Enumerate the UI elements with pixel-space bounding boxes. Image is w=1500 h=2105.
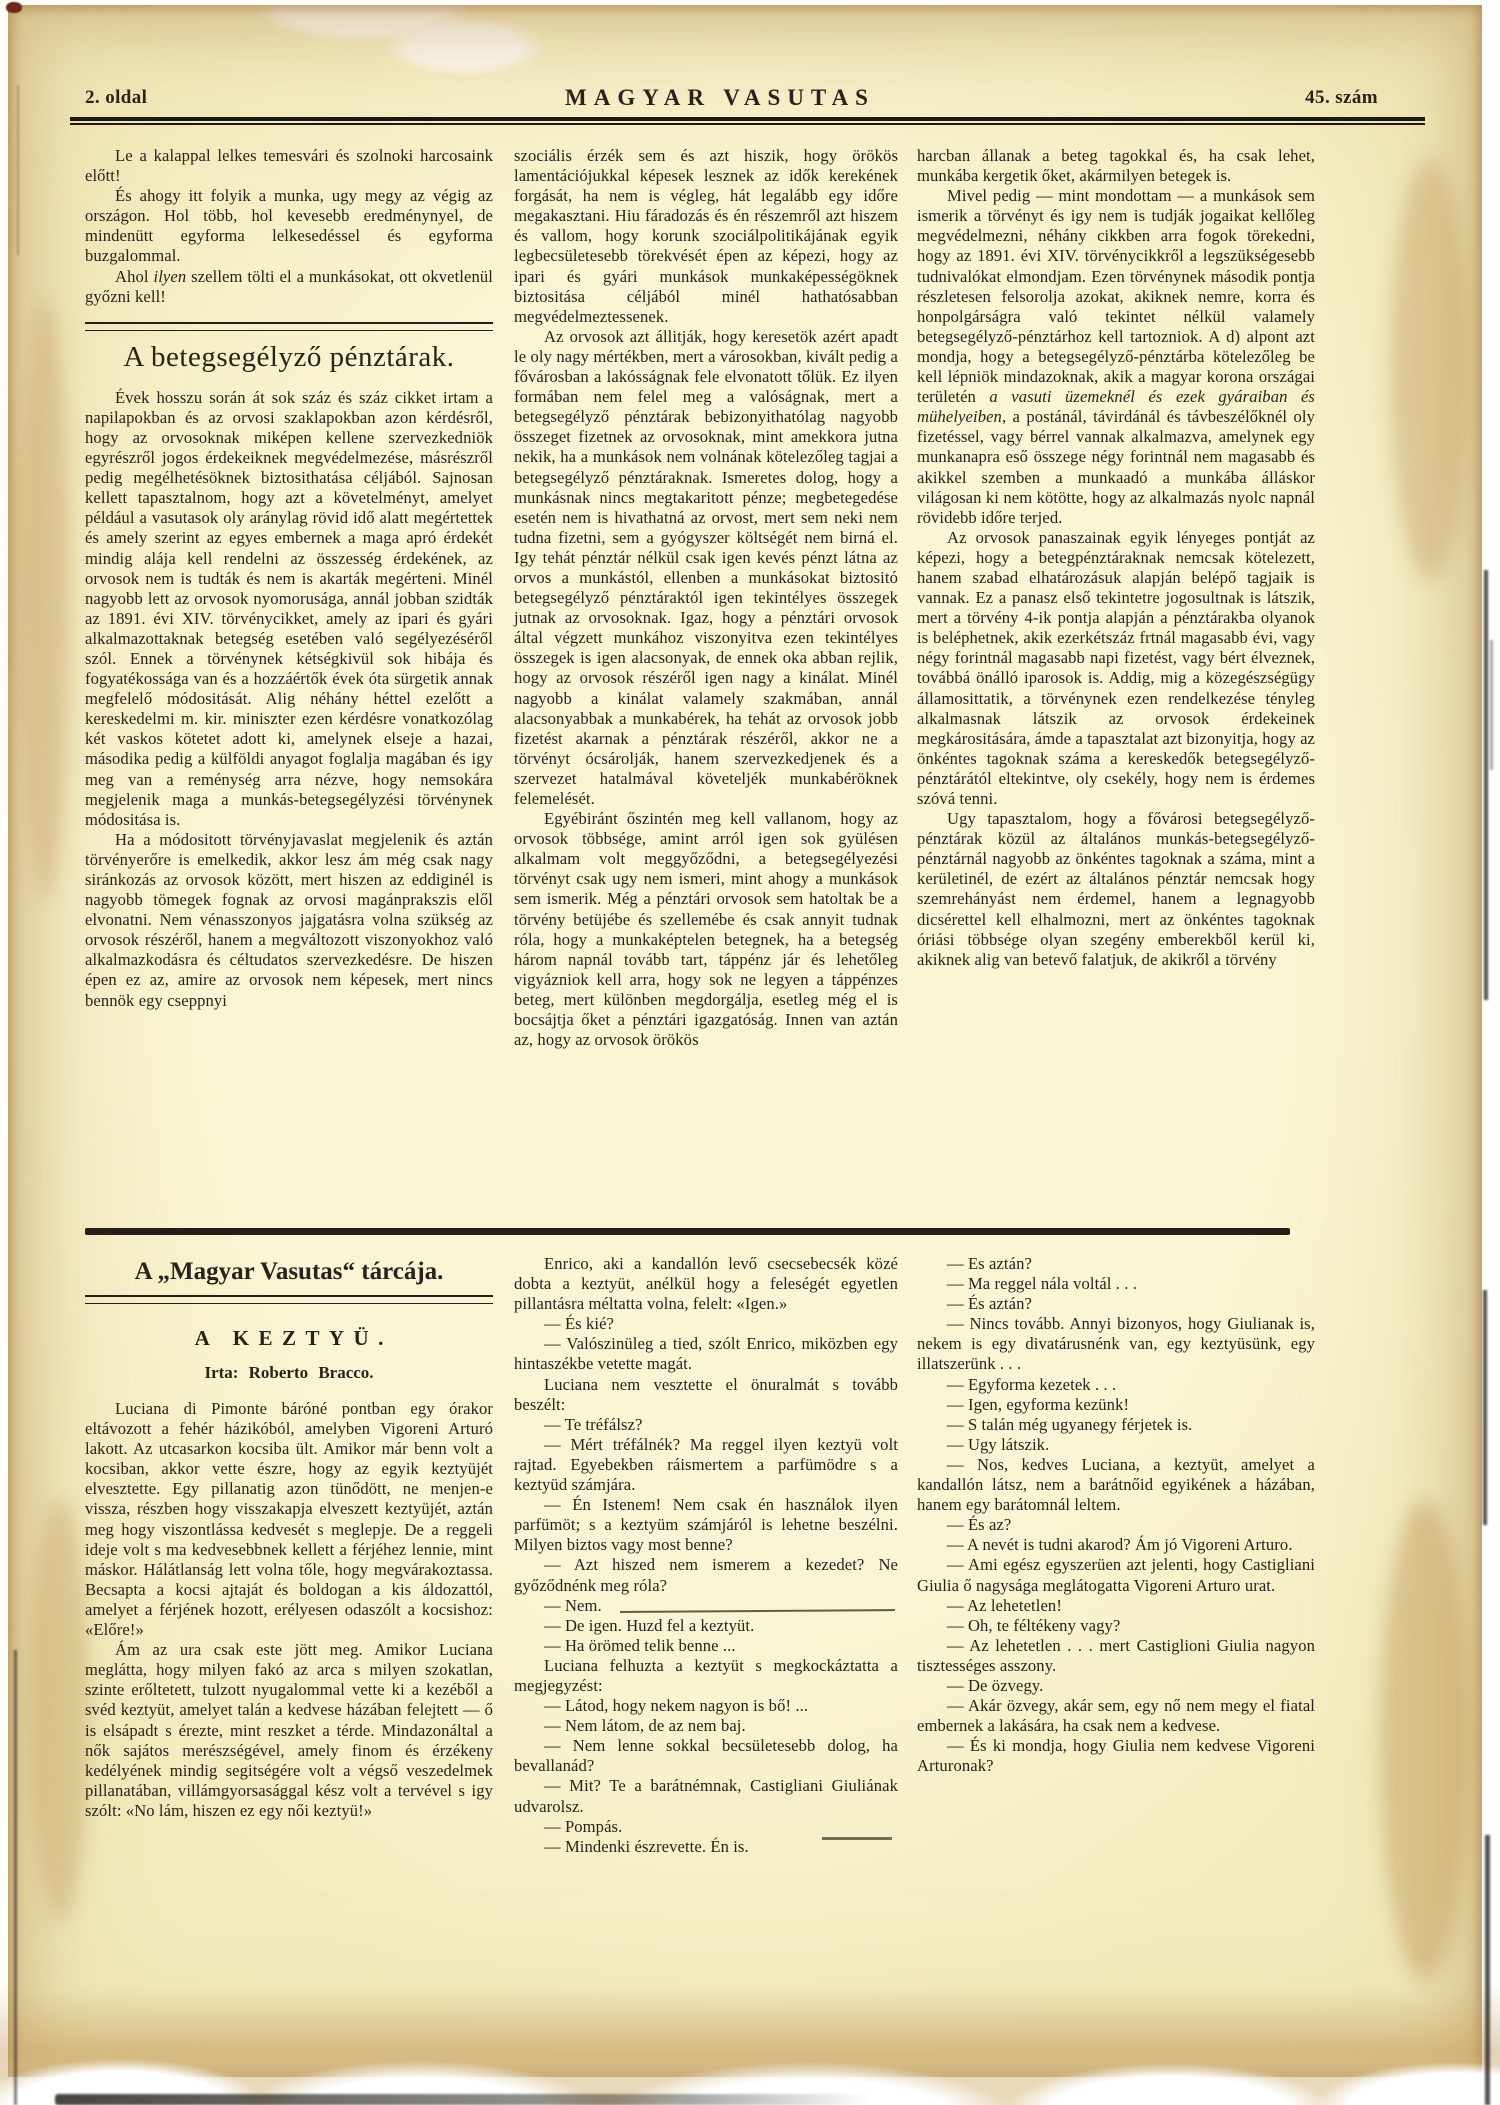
paragraph: Luciana felhuzta a keztyüt s megkockáztatta a megjegyzést: bbox=[514, 1655, 898, 1695]
intro-paragraphs bbox=[85, 146, 493, 307]
paragraph: — Nem látom, de az nem baj. bbox=[544, 1716, 746, 1736]
paragraph: — De igen. Huzd fel a keztyüt. bbox=[544, 1615, 755, 1635]
feuilleton-column-3 bbox=[917, 1254, 1315, 1776]
paragraph: — Ma reggel nála voltál . . . bbox=[947, 1274, 1137, 1294]
paragraph: — Pompás. bbox=[544, 1816, 623, 1836]
story-paragraphs bbox=[85, 1399, 493, 1821]
paragraph: — Egyforma kezetek . . . bbox=[947, 1374, 1117, 1394]
article-paragraphs bbox=[85, 388, 493, 1011]
paragraph: Le a kalappal lelkes temesvári és szolnoki harcosaink előtt! bbox=[85, 146, 493, 186]
paragraph: Egyébiránt őszintén meg kell vallanom, hogy az orvosok többsége, amint arról igen sok gyülésen alkalmam volt meggyőződni, a betegsegélyezési törvényt csak ugy nem ismeri, mint ahogy a munkások sem ismerik. Még a pénztári orvosok sem hatoltak be a törvény betüjébe és szellemébe és csak annyit tudnak róla, hogy a munkaképtelen betegnek, ha a betegség három napnál tovább tart, táppénz jár és lehetőleg vigyázniok kell arra, hogy sok ne legyen a táppénzes beteg, mert különben megdorgálja, esetleg még el is bocsájtja őket a pénztári igazgatóság. Innen van aztán az, hogy az orvosok örökös bbox=[514, 809, 898, 1050]
feuilleton-section-title: A „Magyar Vasutas“ tárcája. bbox=[134, 1258, 444, 1285]
paragraph: — Ha örömed telik benne ... bbox=[544, 1635, 736, 1655]
paragraph: — Az lehetetlen . . . mert Castiglioni Giulia nagyon tisztességes asszony. bbox=[917, 1635, 1315, 1675]
issue-number: 45. szám bbox=[1305, 87, 1378, 108]
paragraph: Ha a módositott törvényjavaslat megjelenik és aztán törvényerőre is emelkedik, akkor lesz ám még csak nagy siránkozás az orvosok között, mert hiszen az eddiginél is nagyobb tömegek fognak az orvosi magánprakszis elől elvonatni. Nem vénasszonyos jajgatásra volna szükség az orvosok részéről, hanem a megváltozott viszonyokhoz való alkalmazkodásra és céltudatos szervezkedésre. De hiszen épen ez az, amire az orvosok nem képesek, mert nincs bennök egy cseppnyi bbox=[85, 829, 493, 1010]
scan-streak bbox=[1490, 640, 1493, 770]
paragraph: — Az lehetetlen! bbox=[947, 1595, 1062, 1615]
story-paragraphs bbox=[514, 1254, 898, 1857]
paragraph: — Én Istenem! Nem csak én használok ilyen parfümöt; s a keztyüm számjáról is lehetne beszélni. Milyen biztos vagy most benne? bbox=[514, 1495, 898, 1555]
paragraph: Mivel pedig — mint mondottam — a munkások sem ismerik a törvényt és igy nem is tudják jogaikat kellőleg megvédelmezni, néhány cikkben arra fogok törekedni, hogy az 1891. évi XIV. törvénycikkről a legszükségesebb tudnivalókat elmondjam. Ezen törvénynek második pontja részletesen felsorolja azokat, akiknek nemre, korra és honpolgárságra való tekintet nélkül valamely betegsegélyző-pénztárhoz kell tartozniok. A d) alpont azt mondja, hogy a betegsegélyző-pénztárba kötelezőleg be kell lépniök mindazoknak, akik a magyar korona országai területén a vasuti üzemeknél és ezek gyáraiban és mühelyeiben, a postánál, távirdánál és távbeszélőknél oly fizetéssel, vagy bérrel vannak alkalmazva, amelynek egy munkanapra eső összege négy forintnál nem magasabb és akikkel szemben a munkaadó a munkába álláskor világosan ki nem kötötte, hogy az alkalmazás nyolc napnál rövidebb időre terjed. bbox=[917, 186, 1315, 527]
paragraph: — Ugy látszik. bbox=[947, 1434, 1050, 1454]
article-divider-rule bbox=[85, 322, 493, 331]
feuilleton-column-2 bbox=[514, 1254, 898, 1857]
masthead-title: MAGYAR VASUTAS bbox=[565, 85, 875, 110]
paragraph: — De özvegy. bbox=[947, 1675, 1044, 1695]
paragraph: Ahol ilyen szellem tölti el a munkásokat, ott okvetlenül győzni kell! bbox=[85, 266, 493, 306]
paragraph: harcban állanak a beteg tagokkal és, ha csak lehet, munkába kergetik őket, akármilyen betegek is. bbox=[917, 146, 1315, 186]
article-paragraphs bbox=[514, 146, 898, 1050]
paragraph: — Valószinüleg a tied, szólt Enrico, miközben egy hintaszékbe vetette magát. bbox=[514, 1334, 898, 1374]
paragraph: szociális érzék sem és azt hiszik, hogy örökös lamentációjukkal képesek lesznek az idők kerekének forgását, ha nem is végleg, hát legalább egy időre megakasztani. Hiu fáradozás és én részemről azt hiszem és vallom, hogy korunk szociálpolitikájának egyik legbecsületesebb törekvését épen az képezi, hogy az ipari és gyári munkások munkaképességöknek biztositása céljából minél hathatósabban megvédelmeztessenek. bbox=[514, 146, 898, 326]
corner-mark bbox=[6, 2, 22, 13]
article-column-2 bbox=[514, 146, 898, 1050]
paragraph: — És ki mondja, hogy Giulia nem kedvese Vigoreni Arturonak? bbox=[917, 1736, 1315, 1776]
scan-streak bbox=[14, 1650, 17, 2105]
article-column-1 bbox=[85, 146, 493, 1011]
torn-bottom-edge bbox=[0, 1987, 1500, 2105]
edge-stain bbox=[20, 300, 70, 900]
section-divider-rule bbox=[85, 1228, 1290, 1235]
paragraph: — Te tréfálsz? bbox=[544, 1414, 643, 1434]
paragraph: — Látod, hogy nekem nagyon is bő! ... bbox=[544, 1696, 809, 1716]
article-heading: A betegsegélyző pénztárak. bbox=[123, 340, 455, 373]
paragraph: Évek hosszu során át sok száz és száz cikket irtam a napilapokban és az orvosi szaklapokban azon kérdésről, hogy az orvosoknak miképen kellene szervezkedniök egyrészről jogos érdekeiknek megvédelmezése, másrészről pedig megélhetésöknek biztosithatása céljából. Sajnosan kellett tapasztalnom, hogy azt a követelményt, amelyet például a vasutasok oly aránylag rövid idő alatt megértettek és amely szerint az egyes embernek a maga apró érdekét mindig alája kell rendelni az összesség érdekének, az orvosok nem is tudták és nem is akarták megérteni. Minél nagyobb lett az orvosok nyomorusága, annál jobban szidták az 1891. évi XIV. törvénycikket, amely az ipari és gyári alkalmazottaknak betegség esetében való segélyezéséről szól. Ennek a törvénynek kétségkivül sok hibája és fogyatékossága van és a hozzáértők évek óta sürgetik annak megfelelő módositását. Alig néhány héttel ezelőtt a kereskedelmi m. kir. miniszter ezen kérdésre vonatkozólag két vaskos kötetet adott ki, amelynek elseje a hazai, másodika pedig a külföldi anyagot foglalja magában és igy meg van a reménység arra nézve, hogy nemsokára megjelenik maga a munkás-betegsegélyzési törvénynek módositása is. bbox=[85, 387, 493, 829]
paragraph: — Mért tréfálnék? Ma reggel ilyen keztyü volt rajtad. Egyebekben ráismertem a parfümödre s a keztyüd számjára. bbox=[514, 1434, 898, 1495]
paragraph: — És az? bbox=[947, 1515, 1012, 1535]
paragraph: — Ami egész egyszerüen azt jelenti, hogy Castigliani Giulia ő nagysága meglátogatta Vigoreni Arturo urat. bbox=[917, 1555, 1315, 1595]
header-rule bbox=[70, 117, 1425, 126]
edge-stain bbox=[1390, 160, 1470, 580]
paragraph: — Azt hiszed nem ismerem a kezedet? Ne győződnénk meg róla? bbox=[514, 1555, 898, 1595]
paragraph: — Es aztán? bbox=[947, 1254, 1032, 1273]
paragraph: Ugy tapasztalom, hogy a fővárosi betegsegélyző-pénztárak közül az általános munkás-betegsegélyző-pénztárnál nagyobb az önkéntes tagoknak a száma, mint a kerületinél, de ezért az általános pénztár nemcsak hogy szemrehányást nem érdemel, hanem a legnagyobb dicsérettel kell elhalmozni, mert az önkéntes tagoknak óriási többsége olyan szegény emberekből kerül ki, akiknek alig van betevő falatjuk, de akikről a törvény bbox=[917, 809, 1315, 969]
scan-streak bbox=[1484, 570, 1488, 1000]
edge-stain bbox=[1380, 1500, 1470, 1980]
paragraph: — Igen, egyforma kezünk! bbox=[947, 1394, 1130, 1414]
paragraph: — A nevét is tudni akarod? Ám jó Vigoreni Arturo. bbox=[947, 1535, 1293, 1555]
paragraph: — Nos, kedves Luciana, a keztyüt, amelyet a kandallón látsz, nem a barátnőid egyikének a házában, hanem egy barátomnál leltem. bbox=[917, 1454, 1315, 1515]
paragraph: — Mit? Te a barátnémnak, Castigliani Giuliának udvarolsz. bbox=[514, 1776, 898, 1816]
feuilleton-column-1 bbox=[85, 1250, 493, 1821]
paragraph: — Mindenki észrevette. Én is. bbox=[544, 1836, 749, 1856]
paragraph: Enrico, aki a kandallón levő csecsebecsék közé dobta a keztyüt, anélkül hogy a feleségét egyetlen pillantásra méltatta volna, felelt: «Igen.» bbox=[514, 1254, 898, 1314]
paragraph: — És aztán? bbox=[947, 1294, 1032, 1314]
edge-stain bbox=[30, 1500, 90, 1920]
paragraph: — Akár özvegy, akár sem, egy nő nem megy el fiatal embernek a lakására, ha csak nem a kedvese. bbox=[917, 1696, 1315, 1736]
bottom-shadow bbox=[55, 2094, 870, 2105]
page-number: 2. oldal bbox=[85, 87, 148, 108]
paragraph: Ám az ura csak este jött meg. Amikor Luciana meglátta, hogy milyen fakó az arca s milyen szokatlan, szinte erőltetett, tulzott nyugalommal vette ki a kezéből a svéd keztyüt, amelyet talán a kedvese házában felejtett — ő is elsápadt s érezte, mint reszket a térde. Mindazonáltal a nők sajátos merészségével, amely finom és érzékeny kedélyének mindig segitségére volt a végső veszedelmek pillanatában, villámgyorsasággal kész volt a tervével s igy szólt: «No lám, hiszen ez egy női keztyü!» bbox=[85, 1640, 493, 1820]
paragraph: — Nincs tovább. Annyi bizonyos, hogy Giulianak is, nekem is egy divatárusnénk van, egy keztyüsünk, egy illatszerünk . . . bbox=[917, 1314, 1315, 1374]
paragraph: — S talán még ugyanegy férjetek is. bbox=[947, 1414, 1193, 1434]
paragraph: — Nem lenne sokkal becsületesebb dolog, ha bevallanád? bbox=[514, 1736, 898, 1776]
paragraph: Luciana di Pimonte báróné pontban egy órakor eltávozott a fehér házikóból, amelyben Vigoreni Arturó lakott. Az utcasarkon kocsiba ült. Amikor már benn volt a kocsiban, akkor vette észre, hogy az egyik keztyüjét elvesztette. Egy pillanatig azon tünődött, ne menjen-e vissza, részben hogy visszakapja elveszett keztyüjét, aztán meg hogy viszontlássa kedvesét s meglepje. De a reggeli ideje volt s ma kedvesebbnek kellett a férjéhez lennie, mint máskor. Hálátlanság lett volna tőle, hogy megvárakoztassa. Becsapta a kocsi ajtaját és boldogan a kis áldozattól, amelyet a férjének hozott, erélyesen odaszólt a kocsishoz: «Előre!» bbox=[85, 1399, 493, 1640]
scan-streak bbox=[1483, 1290, 1487, 1525]
paragraph: Luciana nem vesztette el önuralmát s tovább beszélt: bbox=[514, 1374, 898, 1414]
story-byline: Irta: Roberto Bracco. bbox=[204, 1363, 374, 1382]
paragraph: — Oh, te féltékeny vagy? bbox=[947, 1615, 1121, 1635]
paragraph: — És kié? bbox=[544, 1314, 615, 1334]
paragraph: Az orvosok panaszainak egyik lényeges pontját az képezi, hogy a betegpénztáraknak nemcsak kötelezett, hanem szabad elhatározásuk alapján belépő tagjaik is vannak. Ez a panasz első tekintetre jogosultnak is látszik, mert a törvény 4-ik pontja alapján a pénztárakba olyanok is beléphetnek, akik ezerkétszáz frtnál magasabb évi, vagy négy forintnál magasabb napi fizetést, vagy bért élveznek, továbbá önálló iparosok is. Addig, mig a közegészségügy államosittatik, a törvénynek ezen rendelkezése tényleg alkalmasnak látszik az orvosok érdekeinek megkárositására, ámde a tapasztalat azt bizonyitja, hogy az önkéntes tagoknak száma a kereskedők betegsegélyző-pénztárától eltekintve, oly csekély, hogy nem is érdemes szóvá tenni. bbox=[917, 527, 1315, 808]
scan-streak bbox=[1485, 1835, 1490, 2105]
paragraph: — Nem. bbox=[544, 1595, 602, 1615]
story-title: A KEZTYÜ. bbox=[194, 1326, 393, 1350]
paragraph: Az orvosok azt állitják, hogy keresetök azért apadt le oly nagy mértékben, mert a városokban, kivált pedig a fővárosban a lakósságnak fele elvonatott tőlük. Ez ilyen formában nem felel meg a valóságnak, mert a betegsegélyző pénztárak bebizonyithatólag nagyobb összeget fizetnek az orvosoknak, mint amekkora jutna nekik, ha a munkások nem volnának kötelezőleg tagjai a betegsegélyző pénztáraknak. Ismeretes dolog, hogy a munkásnak nincs megtakaritott pénze; megbetegedése esetén nem is hivathatná az orvost, mert sem neki nem tudna fizetni, sem a gyógyszer költségét nem birná el. Igy tehát pénztár nélkül csak igen kevés pénzt látna az orvos a munkástól, ellenben a munkásokat biztositó betegsegélyző pénztáraktól igen tekintélyes összegek jutnak az orvosoknak. Igaz, hogy a pénztári orvosok által végzett munkához viszonyitva ezen tekintélyes összegek is igen alacsonyak, de ennek oka abban rejlik, hogy az orvosok részéről igen nagy a kinálat. Minél nagyobb a kinálat valamely szakmában, annál alacsonyabbak a munkabérek, ha tehát az orvosok jobb fizetést akarnak a pénztárak részéről, akkor ne a törvényt ócsárolják, hanem szervezkedjenek és a szervezet hatalmával követeljék munkabéröknek felemelését. bbox=[514, 326, 898, 808]
feuilleton-rule bbox=[85, 1295, 493, 1304]
story-paragraphs bbox=[917, 1254, 1315, 1776]
article-paragraphs bbox=[917, 146, 1315, 970]
paragraph: És ahogy itt folyik a munka, ugy megy az végig az országon. Hol több, hol kevesebb eredménynyel, de mindenütt egyforma lelkesedéssel és egyforma buzgalommal. bbox=[85, 186, 493, 266]
article-column-3 bbox=[917, 146, 1315, 970]
